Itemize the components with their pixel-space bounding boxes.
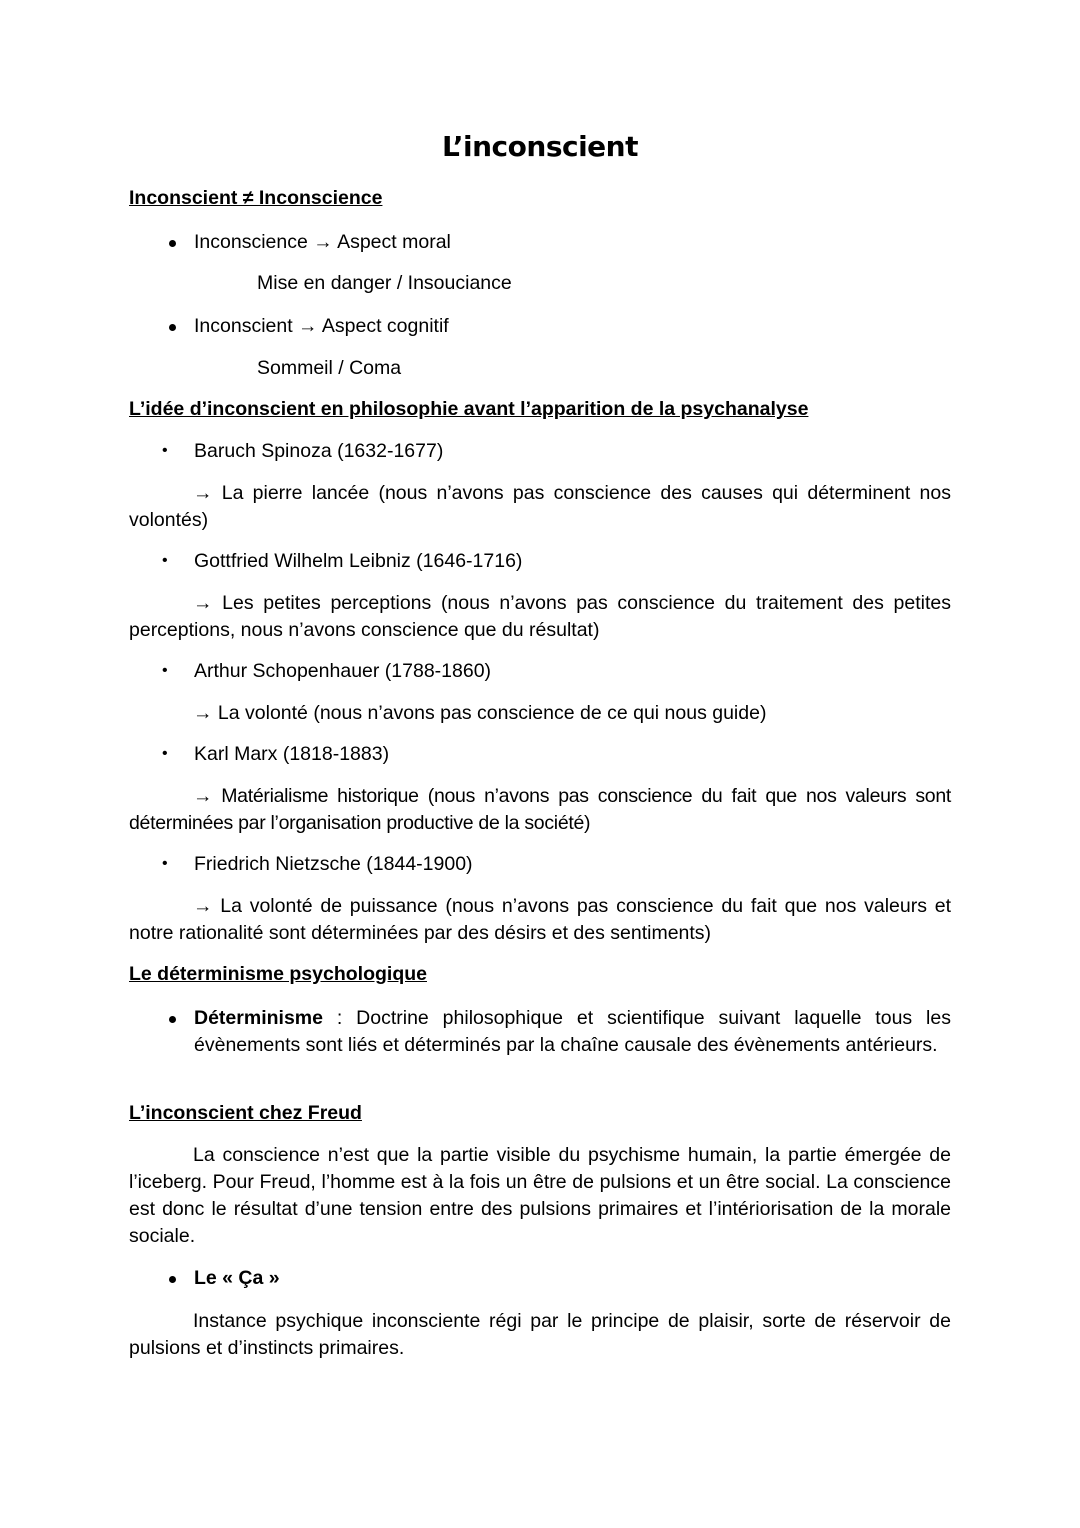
bullet-icon: • xyxy=(162,552,168,569)
subheading-ca: Le « Ça » xyxy=(194,1267,280,1289)
bullet-icon xyxy=(169,240,176,247)
list-item: Inconscience → Aspect moral xyxy=(194,231,451,253)
philosopher-name: Friedrich Nietzsche (1844-1900) xyxy=(194,853,473,875)
definition xyxy=(194,1005,951,1059)
philosopher-name: Baruch Spinoza (1632-1677) xyxy=(194,440,444,462)
philosopher-name: Karl Marx (1818-1883) xyxy=(194,743,390,765)
bullet-icon: • xyxy=(162,662,168,679)
list-item-detail: Sommeil / Coma xyxy=(257,357,402,379)
philosopher-idea: → La volonté de puissance (nous n’avons pas conscience du fait que nos valeurs et notre rationalité sont déterminées par des désirs et des sentiments) xyxy=(129,895,951,944)
bullet-icon xyxy=(169,324,176,331)
section-heading-inconscient-vs-inconscience: Inconscient ≠ Inconscience xyxy=(129,187,383,209)
philosopher-name: Gottfried Wilhelm Leibniz (1646-1716) xyxy=(194,550,523,572)
bullet-icon xyxy=(169,1276,176,1283)
bullet-icon: • xyxy=(162,745,168,762)
section-heading-determinisme: Le déterminisme psychologique xyxy=(129,963,427,985)
definition-term: Déterminisme xyxy=(194,1007,323,1029)
bullet-icon: • xyxy=(162,442,168,459)
philosopher-name: Arthur Schopenhauer (1788-1860) xyxy=(194,660,492,682)
philosopher-idea: → La volonté (nous n’avons pas conscience de ce qui nous guide) xyxy=(193,702,767,724)
ca-paragraph: Instance psychique inconsciente régi par le principe de plaisir, sorte de réservoir de pulsions et d’instincts primaires. xyxy=(129,1310,951,1359)
section-heading-philosophie: L’idée d’inconscient en philosophie avant l’apparition de la psychanalyse xyxy=(129,398,809,420)
bullet-icon: • xyxy=(162,855,168,872)
bullet-icon xyxy=(169,1016,176,1023)
document-title: L’inconscient xyxy=(441,130,638,163)
definition-text: : Doctrine philosophique et scientifique suivant laquelle tous les évènements sont liés et déterminés par la chaîne causale des évènements antérieurs. xyxy=(194,1007,951,1056)
philosopher-idea: → Les petites perceptions (nous n’avons pas conscience du traitement des petites perceptions, nous n’avons conscience que du résultat) xyxy=(129,592,951,641)
philosopher-idea: → La pierre lancée (nous n’avons pas conscience des causes qui déterminent nos volontés) xyxy=(129,482,951,531)
section-heading-freud: L’inconscient chez Freud xyxy=(129,1102,362,1124)
philosopher-idea: → Matérialisme historique (nous n’avons pas conscience du fait que nos valeurs sont déterminées par l’organisation productive de la société) xyxy=(129,785,951,834)
list-item-detail: Mise en danger / Insouciance xyxy=(257,272,512,294)
list-item: Inconscient → Aspect cognitif xyxy=(194,315,449,337)
freud-paragraph: La conscience n’est que la partie visible du psychisme humain, la partie émergée de l’iceberg. Pour Freud, l’homme est à la fois un être de pulsions et un être social. La conscience est donc le résultat d’une tension entre des pulsions primaires et l’intériorisation de la morale sociale. xyxy=(129,1144,951,1247)
